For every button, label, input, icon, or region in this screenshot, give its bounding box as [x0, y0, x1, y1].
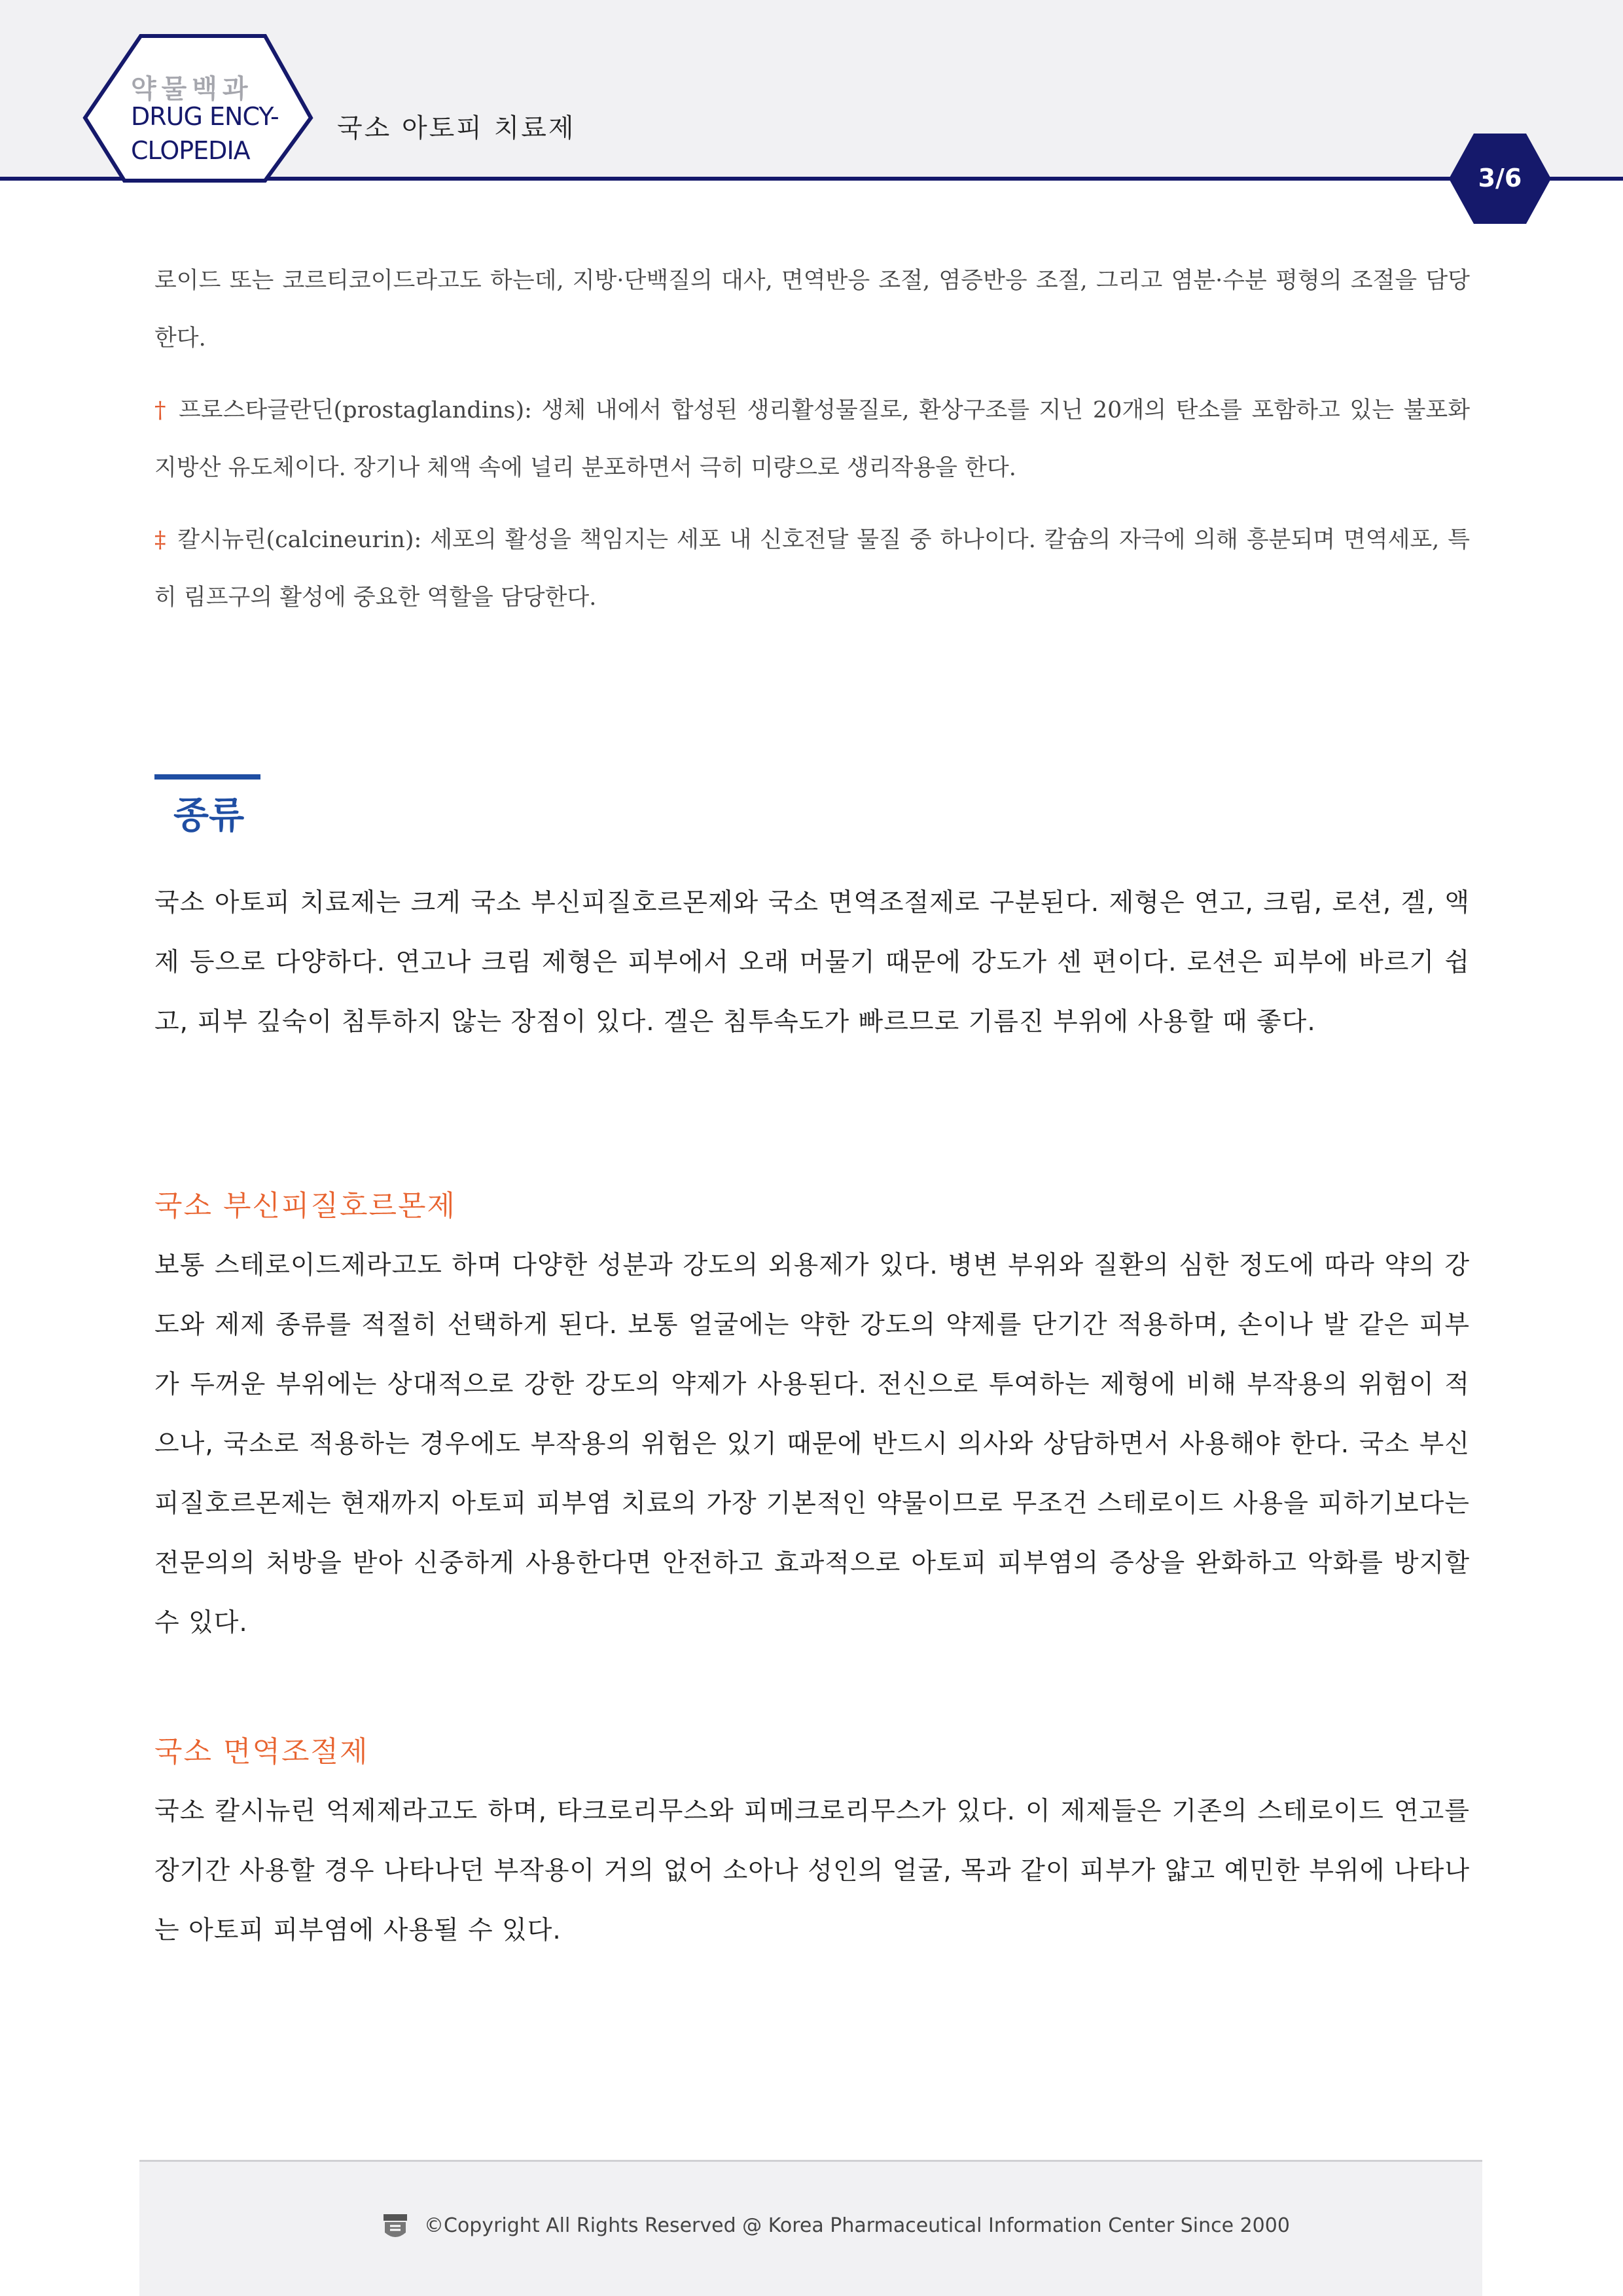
footnote-text: 프로스타글란딘(prostaglandins): 생체 내에서 합성된 생리활성물질로, 환상구조를 지닌 20개의 탄소를 포함하고 있는 불포화 지방산 유도체이다. 장기나 체액 속에 널리 분포하면서 극히 미량으로 생리작용을 한다.: [154, 397, 1471, 481]
document-title: 국소 아토피 치료제: [337, 113, 576, 143]
logo-english-line2: CLOPEDIA: [131, 136, 250, 165]
double-dagger-marker: ‡: [154, 527, 168, 553]
section-intro-paragraph: 국소 아토피 치료제는 크게 국소 부신피질호르몬제와 국소 면역조절제로 구분된다. 제형은 연고, 크림, 로션, 겔, 액제 등으로 다양하다. 연고나 크림 제형은 피부에서 오래 머물기 때문에 강도가 센 편이다. 로션은 피부에 바르기 쉽고, 피부 깊숙이 침투하지 않는 장점이 있다. 겔은 침투속도가 빠르므로 기름진 부위에 사용할 때 좋다.: [154, 888, 1470, 1037]
dagger-marker: †: [154, 397, 168, 423]
subsection-paragraph-corticosteroid: 보통 스테로이드제라고도 하며 다양한 성분과 강도의 외용제가 있다. 병변 부위와 질환의 심한 정도에 따라 약의 강도와 제제 종류를 적절히 선택하게 된다. 보통 얼굴에는 약한 강도의 약제를 단기간 적용하며, 손이나 발 같은 피부가 두꺼운 부위에는 상대적으로 강한 강도의 약제가 사용된다. 전신으로 투여하는 제형에 비해 부작용의 위험이 적으나, 국소로 적용하는 경우에도 부작용의 위험은 있기 때문에 반드시 의사와 상담하면서 사용해야 한다. 국소 부신피질호르몬제는 현재까지 아토피 피부염 치료의 가장 기본적인 약물이므로 무조건 스테로이드 사용을 피하기보다는 전문의의 처방을 받아 신중하게 사용한다면 안전하고 효과적으로 아토피 피부염의 증상을 완화하고 악화를 방지할 수 있다.: [154, 1251, 1470, 1638]
logo-english-line1: DRUG ENCY-: [131, 102, 279, 131]
logo-korean-text: 약물백과: [131, 74, 253, 104]
page-number: 3/6: [1478, 164, 1522, 192]
footnote-calcineurin: [154, 511, 1470, 626]
footnote-prostaglandin: [154, 382, 1470, 497]
section-accent-bar: [154, 774, 260, 780]
section-title: 종류: [173, 795, 245, 837]
copyright-text: ©Copyright All Rights Reserved @ Korea Pharmaceutical Information Center Since 2000: [424, 2214, 1290, 2237]
subsection-title-immunomodulator: 국소 면역조절제: [154, 1735, 369, 1768]
footnote-steroid: [154, 252, 1470, 367]
footnote-text: 칼시뉴린(calcineurin): 세포의 활성을 책임지는 세포 내 신호전달 물질 중 하나이다. 칼슘의 자극에 의해 흥분되며 면역세포, 특히 림프구의 활성에 중요한 역할을 담당한다.: [154, 527, 1470, 611]
subsection-paragraph-immunomodulator: 국소 칼시뉴린 억제제라고도 하며, 타크로리무스와 피메크로리무스가 있다. 이 제제들은 기존의 스테로이드 연고를 장기간 사용할 경우 나타나던 부작용이 거의 없어 소아나 성인의 얼굴, 목과 같이 피부가 얇고 예민한 부위에 나타나는 아토피 피부염에 사용될 수 있다.: [154, 1797, 1470, 1945]
emblem-icon: [382, 2213, 408, 2242]
footnote-text: 로이드 또는 코르티코이드라고도 하는데, 지방·단백질의 대사, 면역반응 조절, 염증반응 조절, 그리고 염분·수분 평형의 조절을 담당한다.: [154, 268, 1470, 351]
subsection-title-corticosteroid: 국소 부신피질호르몬제: [154, 1189, 457, 1223]
